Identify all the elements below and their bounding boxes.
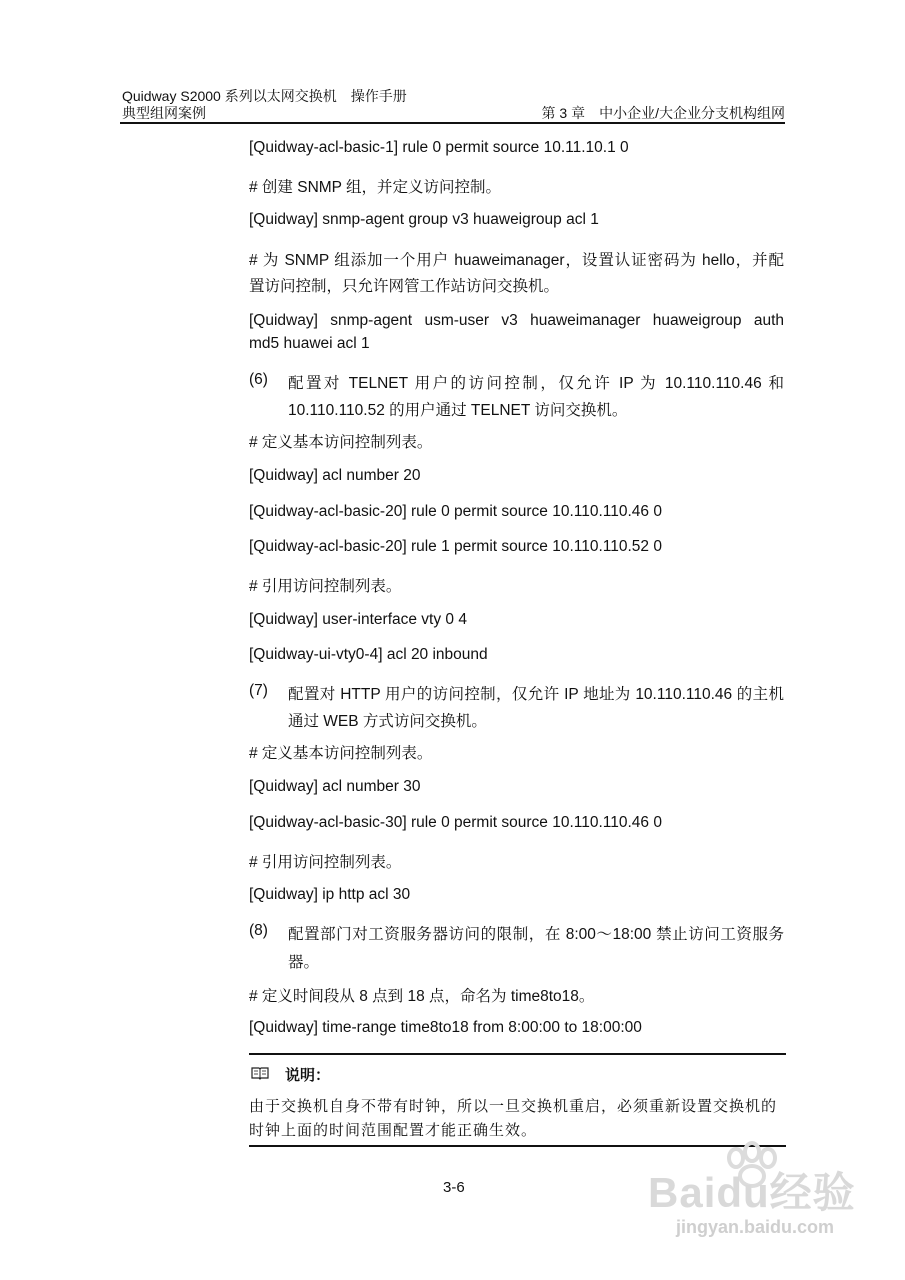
comment-line: # 引用访问控制列表。: [249, 578, 402, 595]
config-line: [Quidway] ip http acl 30: [249, 886, 411, 903]
config-line: [Quidway] snmp-agent usm-user v3 huaweimanager huaweigroup auth: [249, 312, 784, 329]
config-line: [Quidway-acl-basic-1] rule 0 permit source 10.11.10.1 0: [249, 139, 629, 156]
watermark-url: jingyan.baidu.com: [676, 1217, 835, 1237]
config-line: [Quidway-acl-basic-20] rule 1 permit source 10.110.110.52 0: [249, 538, 662, 555]
note-top-rule: [249, 1053, 786, 1055]
config-line: [Quidway] acl number 30: [249, 778, 421, 795]
step-number: (6): [249, 371, 268, 388]
config-line: [Quidway-acl-basic-30] rule 0 permit source 10.110.110.46 0: [249, 814, 662, 831]
note-text-cont: 时钟上面的时间范围配置才能正确生效。: [249, 1121, 538, 1139]
chapter-title: 第 3 章 中小企业/大企业分支机构组网: [541, 105, 785, 121]
comment-line: # 为 SNMP 组添加一个用户 huaweimanager，设置认证密码为 hello，并配: [249, 252, 784, 269]
doc-subtitle: 典型组网案例: [122, 105, 206, 121]
step-text: 配置部门对工资服务器访问的限制，在 8:00～18:00 禁止访问工资服务: [288, 926, 784, 943]
doc-title: Quidway S2000 系列以太网交换机 操作手册: [122, 88, 407, 104]
step-text-cont: 10.110.110.52 的用户通过 TELNET 访问交换机。: [288, 402, 628, 419]
comment-line: # 定义基本访问控制列表。: [249, 745, 433, 762]
step-text-cont: 通过 WEB 方式访问交换机。: [288, 713, 487, 730]
watermark-brand: Baidu经验: [648, 1169, 856, 1216]
comment-line: # 定义基本访问控制列表。: [249, 434, 433, 451]
step-text-cont: 器。: [288, 954, 320, 971]
book-icon: [251, 1066, 269, 1080]
comment-line-cont: 置访问控制，只允许网管工作站访问交换机。: [249, 278, 560, 295]
note-text: 由于交换机自身不带有时钟，所以一旦交换机重启，必须重新设置交换机的: [249, 1097, 778, 1115]
comment-line: # 创建 SNMP 组，并定义访问控制。: [249, 179, 502, 196]
comment-line: # 定义时间段从 8 点到 18 点，命名为 time8to18。: [249, 988, 595, 1005]
config-line: [Quidway-ui-vty0-4] acl 20 inbound: [249, 646, 488, 663]
config-line: [Quidway] acl number 20: [249, 467, 421, 484]
comment-line: # 引用访问控制列表。: [249, 854, 402, 871]
page-number: 3-6: [443, 1179, 465, 1196]
note-title: 说明：: [285, 1067, 331, 1084]
header-divider: [120, 122, 785, 124]
config-line-cont: md5 huawei acl 1: [249, 335, 370, 352]
config-line: [Quidway] time-range time8to18 from 8:00:00 to 18:00:00: [249, 1019, 642, 1036]
config-line: [Quidway] user-interface vty 0 4: [249, 611, 467, 628]
step-text: 配置对 TELNET 用户的访问控制，仅允许 IP 为 10.110.110.46 和: [288, 375, 784, 392]
step-number: (7): [249, 682, 268, 699]
config-line: [Quidway-acl-basic-20] rule 0 permit source 10.110.110.46 0: [249, 503, 662, 520]
step-number: (8): [249, 922, 268, 939]
step-text: 配置对 HTTP 用户的访问控制，仅允许 IP 地址为 10.110.110.46 的主机: [288, 686, 784, 703]
config-line: [Quidway] snmp-agent group v3 huaweigroup acl 1: [249, 211, 599, 228]
